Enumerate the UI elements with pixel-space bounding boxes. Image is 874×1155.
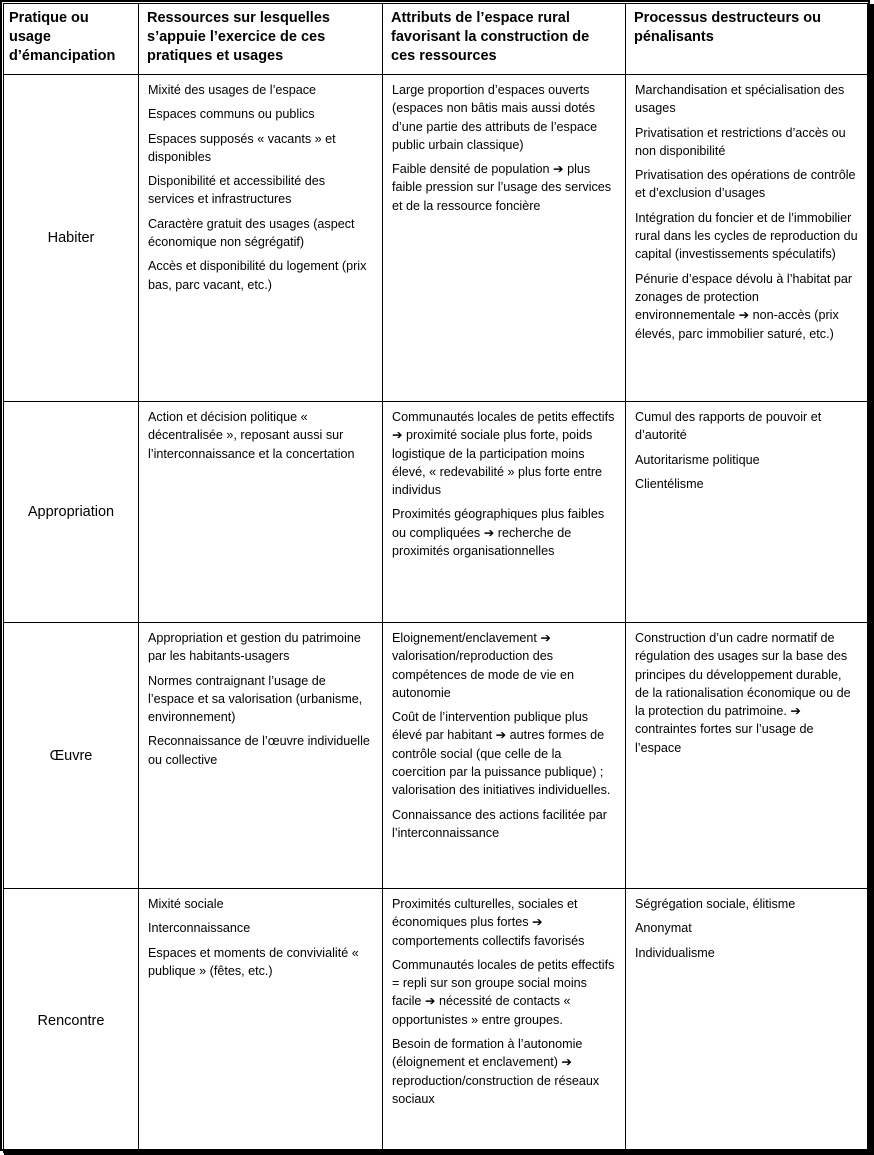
process-cell — [626, 623, 868, 889]
resource-item: Caractère gratuit des usages (aspect économique non ségrégatif) — [148, 216, 355, 250]
resource-item: Reconnaissance de l’œuvre individuelle ou collective — [148, 734, 370, 767]
resource-item: Disponibilité et accessibilité des services et infrastructures — [148, 174, 326, 207]
resource-item: Mixité sociale — [148, 897, 224, 911]
process-cell — [626, 889, 868, 1153]
process-cell — [626, 402, 868, 623]
attribute-item: Communautés locales de petits effectifs ➔ proximité sociale plus forte, poids logistique de la participation moins élevé, « redevabilité » plus forte entre individus — [392, 410, 615, 498]
table-body — [4, 75, 868, 1153]
table-row — [4, 889, 868, 1153]
process-item: Ségrégation sociale, élitisme — [635, 897, 796, 911]
attribute-item: Coût de l’intervention publique plus élevé par habitant ➔ autres formes de contrôle social (que celle de la coercition par la puissance publique) ; valorisation des initiatives individuelles. — [392, 710, 611, 798]
resource-cell — [139, 889, 383, 1153]
table-shadow-right — [870, 4, 874, 1155]
table-row — [4, 623, 868, 889]
attribute-cell — [383, 402, 626, 623]
resource-cell — [139, 402, 383, 623]
attribute-item: Besoin de formation à l’autonomie (éloignement et enclavement) ➔ reproduction/construction de réseaux sociaux — [392, 1037, 600, 1106]
row-label: Habiter — [4, 75, 139, 402]
process-cell — [626, 75, 868, 402]
resource-item: Normes contraignant l’usage de l’espace et sa valorisation (urbanisme, environnement) — [148, 673, 363, 725]
process-item: Cumul des rapports de pouvoir et d’autorité — [635, 410, 822, 443]
attribute-cell — [383, 623, 626, 889]
header-processes: Processus destructeurs ou pénalisants — [626, 4, 868, 75]
resource-item: Accès et disponibilité du logement (prix bas, parc vacant, etc.) — [148, 259, 367, 292]
resource-item: Espaces supposés « vacants » et disponibles — [148, 131, 336, 164]
attribute-item: Eloignement/enclavement ➔ valorisation/reproduction des compétences de mode de vie en autonomie — [392, 631, 575, 700]
process-item: Autoritarisme politique — [635, 452, 760, 467]
header-attributes: Attributs de l’espace rural favorisant la construction de ces ressources — [383, 4, 626, 75]
attribute-item: Communautés locales de petits effectifs = repli sur son groupe social moins facile ➔ nécessité de contacts « opportunistes » entre groupes. — [392, 957, 615, 1027]
attribute-item: Connaissance des actions facilitée par l’interconnaissance — [392, 807, 607, 840]
header-practice: Pratique ou usage d’émancipation — [4, 4, 139, 75]
attribute-cell — [383, 75, 626, 402]
resource-item: Interconnaissance — [148, 921, 251, 936]
process-item: Privatisation et restrictions d’accès ou non disponibilité — [635, 125, 846, 158]
emancipation-table — [3, 3, 868, 1153]
resource-item: Appropriation et gestion du patrimoine par les habitants-usagers — [148, 631, 361, 664]
attribute-item: Large proportion d’espaces ouverts (espaces non bâtis mais aussi dotés d’une partie des attributs de l’espace public urbain classique) — [392, 83, 598, 152]
resource-item: Mixité des usages de l’espace — [148, 83, 317, 97]
attribute-cell — [383, 889, 626, 1153]
resource-item: Espaces et moments de convivialité « publique » (fêtes, etc.) — [148, 945, 359, 978]
row-label: Appropriation — [4, 402, 139, 623]
table-row — [4, 402, 868, 623]
row-label: Œuvre — [4, 623, 139, 889]
process-item: Individualisme — [635, 945, 715, 960]
attribute-item: Faible densité de population ➔ plus faible pression sur l’usage des services et de la ressource foncière — [392, 162, 612, 213]
attribute-item: Proximités géographiques plus faibles ou compliquées ➔ recherche de proximités organisationnelles — [392, 507, 605, 559]
resource-item: Espaces communs ou publics — [148, 107, 315, 122]
process-item: Intégration du foncier et de l’immobilier rural dans les cycles de reproduction du capital (investissements spéculatifs) — [635, 210, 858, 262]
header-resources: Ressources sur lesquelles s’appuie l’exercice de ces pratiques et usages — [139, 4, 383, 75]
resource-cell — [139, 75, 383, 402]
process-item: Clientélisme — [635, 476, 704, 491]
resource-cell — [139, 623, 383, 889]
row-label: Rencontre — [4, 889, 139, 1153]
table-row — [4, 75, 868, 402]
attribute-item: Proximités culturelles, sociales et économiques plus fortes ➔ comportements collectifs favorisés — [392, 897, 585, 948]
process-item: Privatisation des opérations de contrôle et d’exclusion d’usages — [635, 168, 856, 201]
resource-item: Action et décision politique « décentralisée », reposant aussi sur l’interconnaissance et la concertation — [148, 410, 355, 461]
header-row — [4, 4, 868, 75]
process-item: Construction d’un cadre normatif de régulation des usages sur la base des principes du développement durable, de la rationalisation économique ou de la protection du patrimoine. ➔ contraintes fortes sur l’usage de l’espace — [635, 631, 851, 755]
process-item: Marchandisation et spécialisation des usages — [635, 83, 845, 116]
process-item: Anonymat — [635, 921, 692, 936]
process-item: Pénurie d’espace dévolu à l’habitat par zonages de protection environnementale ➔ non-accès (prix élevés, parc immobilier saturé, etc.) — [635, 271, 853, 341]
